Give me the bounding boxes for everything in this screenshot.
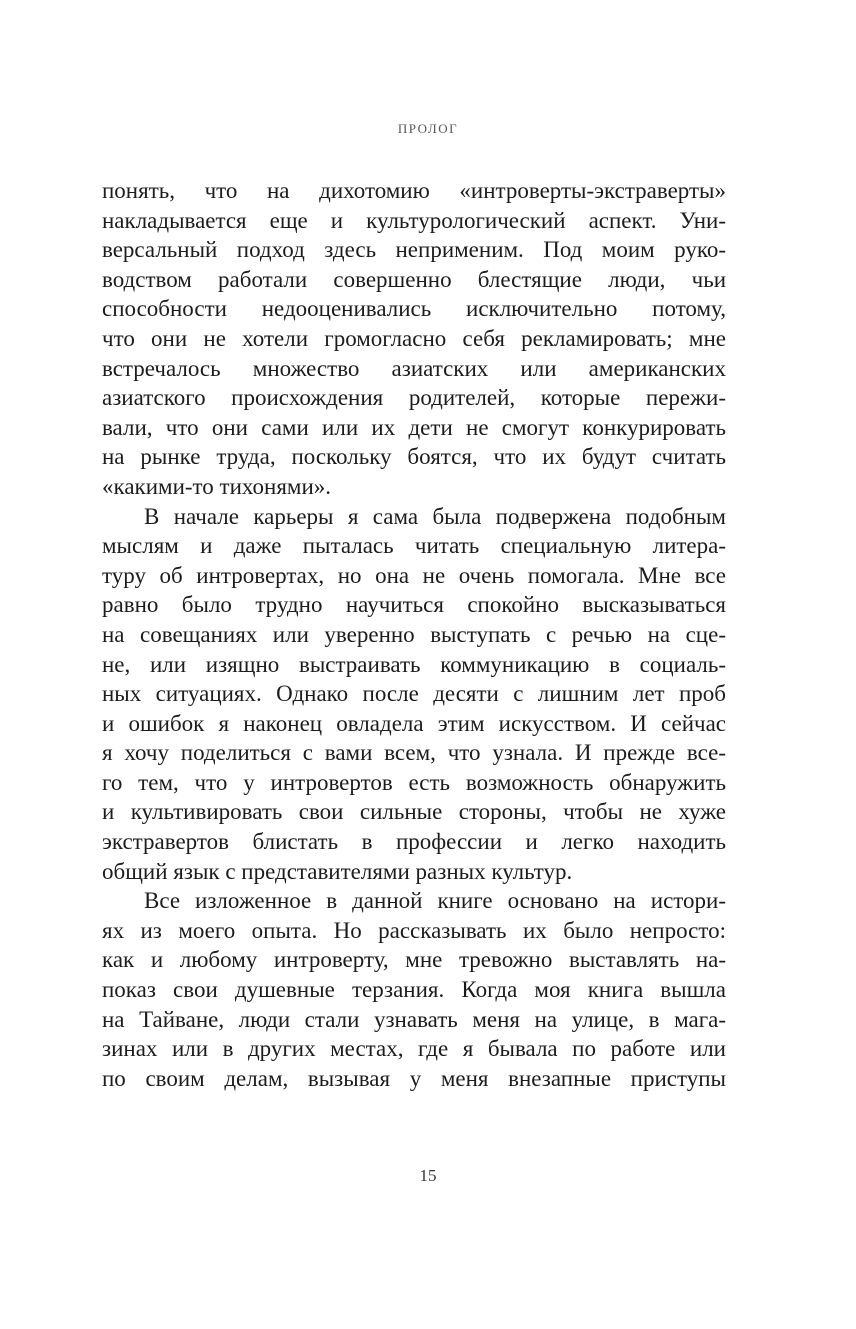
text-line: способности недооценивались исключительно потому, [102,296,726,322]
text-line: водством работали совершенно блестящие люди, чьи [102,266,726,292]
text-line: как и любому интроверту, мне тревожно выставлять на- [102,947,726,973]
text-line: встречалось множество азиатских или американских [102,355,726,381]
text-line: на совещаниях или уверенно выступать с речью на сце- [102,621,726,647]
running-head: ПРОЛОГ [397,121,459,136]
text-line: Все изложенное в данной книге основано на истори- [144,888,726,914]
body-text [102,176,726,1093]
text-line: равно было трудно научиться спокойно высказываться [102,592,726,618]
text-line: по своим делам, вызывая у меня внезапные приступы [102,1065,726,1091]
text-line: экстравертов блистать в профессии и легко находить [102,829,726,855]
text-line: мыслям и даже пыталась читать специальную литера- [102,533,726,559]
text-line: не, или изящно выстраивать коммуникацию в социаль- [102,651,726,677]
text-line: накладывается еще и культурологический аспект. Уни- [102,207,726,233]
text-line: версальный подход здесь неприменим. Под моим руко- [102,237,726,263]
text-line: ных ситуациях. Однако после десяти с лишним лет проб [102,681,726,707]
text-line: зинах или в других местах, где я бывала по работе или [102,1036,726,1062]
text-line: я хочу поделиться с вами всем, что узнала. И прежде все- [102,740,726,766]
text-line: на рынке труда, поскольку боятся, что их будут считать [102,444,726,470]
text-line: на Тайване, люди стали узнавать меня на улице, в мага- [102,1006,726,1032]
text-line: го тем, что у интровертов есть возможность обнаружить [102,769,726,795]
text-line: и ошибок я наконец овладела этим искусством. И сейчас [102,710,726,736]
text-line: «какими-то тихонями». [102,473,332,499]
text-line: ях из моего опыта. Но рассказывать их было непросто: [102,917,726,943]
text-line: что они не хотели громогласно себя рекламировать; мне [102,325,726,351]
text-line: туру об интровертах, но она не очень помогала. Мне все [102,562,726,588]
page-number: 15 [419,1166,437,1185]
text-line: азиатского происхождения родителей, которые пережи- [102,385,726,411]
text-line: вали, что они сами или их дети не смогут конкурировать [102,414,726,440]
text-line: показ свои душевные терзания. Когда моя книга вышла [102,977,726,1003]
text-line: и культивировать свои сильные стороны, чтобы не хуже [102,799,726,825]
text-line: В начале карьеры я сама была подвержена подобным [144,503,726,529]
text-line: понять, что на дихотомию «интроверты-экстраверты» [102,178,726,203]
text-line: общий язык с представителями разных культур. [102,858,573,884]
